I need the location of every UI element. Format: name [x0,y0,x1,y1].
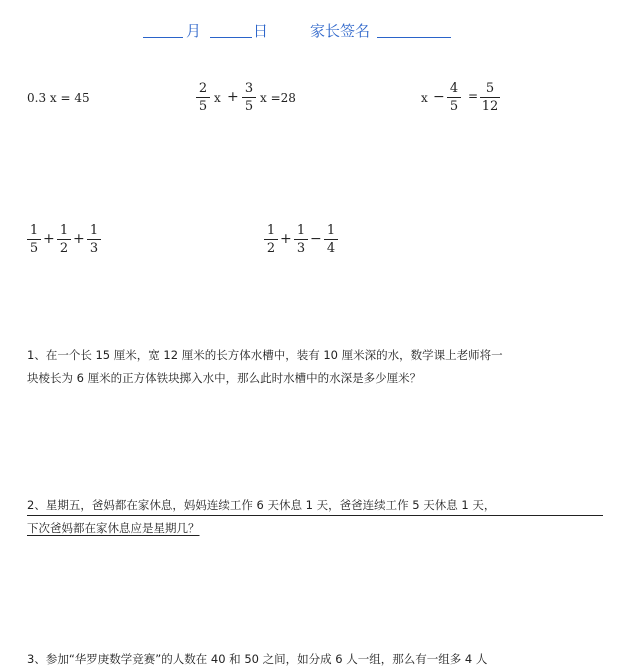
denominator: 2 [266,241,276,256]
word-problem-2 [27,495,607,538]
word-problem-1 [27,344,607,390]
day-blank[interactable] [210,20,252,38]
fraction [57,222,71,257]
variable-x: x [214,91,221,105]
denominator: 3 [89,241,99,256]
plus-operator: + [280,231,292,247]
problem-line [27,518,607,538]
fraction [87,222,101,257]
plus-operator: + [227,89,239,105]
fraction [27,222,41,257]
problem-line: 3、参加“华罗庚数学竞赛”的人数在 40 和 50 之间，如分成 6 人一组，那么有一组多 4 人 [27,652,488,666]
problem-line: 块棱长为 6 厘米的正方体铁块掷入水中，那么此时水槽中的水深是多少厘米？ [27,371,422,385]
problem-line: 1、在一个长 15 厘米，宽 12 厘米的长方体水槽中，装有 10 厘米深的水，数学课上老师将一 [27,348,503,362]
numerator: 1 [296,223,306,238]
denominator: 4 [326,241,336,256]
numerator: 1 [29,223,39,238]
denominator: 12 [481,99,499,114]
equation-1: 0.3 x = 45 [27,91,90,105]
problem-text: 2、星期五，爸妈都在家休息，妈妈连续工作 6 天休息 1 天，爸爸连续工作 5 天休息 1 天， [27,498,496,512]
signature-blank[interactable] [377,20,451,38]
denominator: 2 [59,241,69,256]
header [0,20,620,44]
fraction [294,222,308,257]
numerator: 1 [59,223,69,238]
numerator: 3 [244,81,254,96]
denominator: 5 [29,241,39,256]
problem-text: 下次爸妈都在家休息应是星期几？ [27,521,200,535]
fraction [324,222,338,257]
word-problem-3 [27,648,617,671]
fraction [196,80,210,115]
denominator: 5 [198,99,208,114]
equals-sign: = [468,89,479,103]
plus-operator: + [43,231,55,247]
numerator: 5 [485,81,495,96]
fraction [264,222,278,257]
numerator: 4 [449,81,459,96]
numerator: 2 [198,81,208,96]
fraction [447,80,461,115]
month-label: 月 [186,22,202,40]
fraction [242,80,256,115]
numerator: 1 [326,223,336,238]
fraction [480,80,500,115]
minus-operator: − [433,89,445,105]
signature-label: 家长签名 [310,22,371,40]
denominator: 3 [296,241,306,256]
day-label: 日 [253,22,269,40]
minus-operator: − [310,231,322,247]
variable-x: x [421,91,428,105]
month-blank[interactable] [143,20,183,38]
numerator: 1 [89,223,99,238]
equation-tail: x =28 [260,91,296,105]
problem-line [27,495,603,516]
denominator: 5 [244,99,254,114]
numerator: 1 [266,223,276,238]
plus-operator: + [73,231,85,247]
denominator: 5 [449,99,459,114]
